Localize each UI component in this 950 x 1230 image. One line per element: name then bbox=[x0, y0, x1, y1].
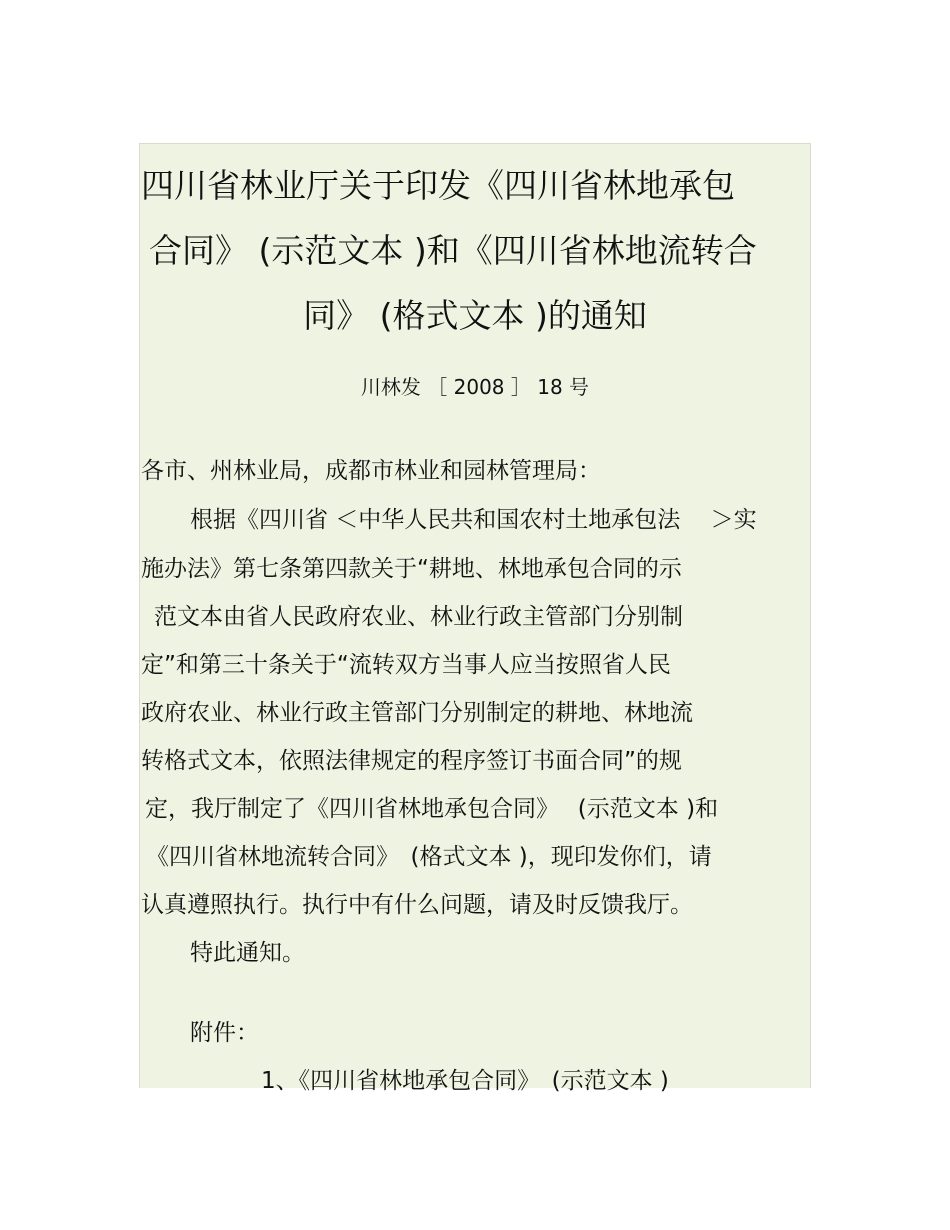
body-line-5: 政府农业、林业行政主管部门分别制定的耕地、林地流 bbox=[141, 700, 693, 726]
doc-number: 川林发 ［ 2008 ］ 18 号 bbox=[360, 375, 590, 399]
document-page bbox=[139, 143, 811, 1094]
attachment-label: 附件： bbox=[190, 1020, 259, 1046]
recipient: 各市、州林业局，成都市林业和园林管理局： bbox=[141, 458, 601, 484]
title-line-2: 合同》 (示范文本 )和《四川省林地流转合 bbox=[149, 231, 757, 270]
title-line-1: 四川省林业厅关于印发《四川省林地承包 bbox=[141, 166, 735, 205]
body-line-8: 《四川省林地流转合同》 (格式文本 )，现印发你们，请 bbox=[146, 844, 712, 870]
body-line-1: 根据《四川省 ＜中华人民共和国农村土地承包法 ＞实 bbox=[190, 507, 757, 533]
body-line-7: 定，我厅制定了《四川省林地承包合同》 (示范文本 )和 bbox=[145, 796, 719, 822]
body-line-4: 定”和第三十条关于“流转双方当事人应当按照省人民 bbox=[141, 652, 671, 678]
body-line-3: 范文本由省人民政府农业、林业行政主管部门分别制 bbox=[154, 604, 683, 630]
attachment-item-1: 1、《四川省林地承包合同》 (示范文本 ) bbox=[261, 1068, 669, 1094]
title-line-3: 同》 (格式文本 )的通知 bbox=[303, 296, 647, 335]
body-line-9: 认真遵照执行。执行中有什么问题，请及时反馈我厅。 bbox=[141, 892, 693, 918]
closing-text: 特此通知。 bbox=[190, 940, 305, 966]
body-line-6: 转格式文本，依照法律规定的程序签订书面合同”的规 bbox=[141, 748, 682, 774]
body-line-2: 施办法》第七条第四款关于“耕地、林地承包合同的示 bbox=[141, 556, 682, 582]
